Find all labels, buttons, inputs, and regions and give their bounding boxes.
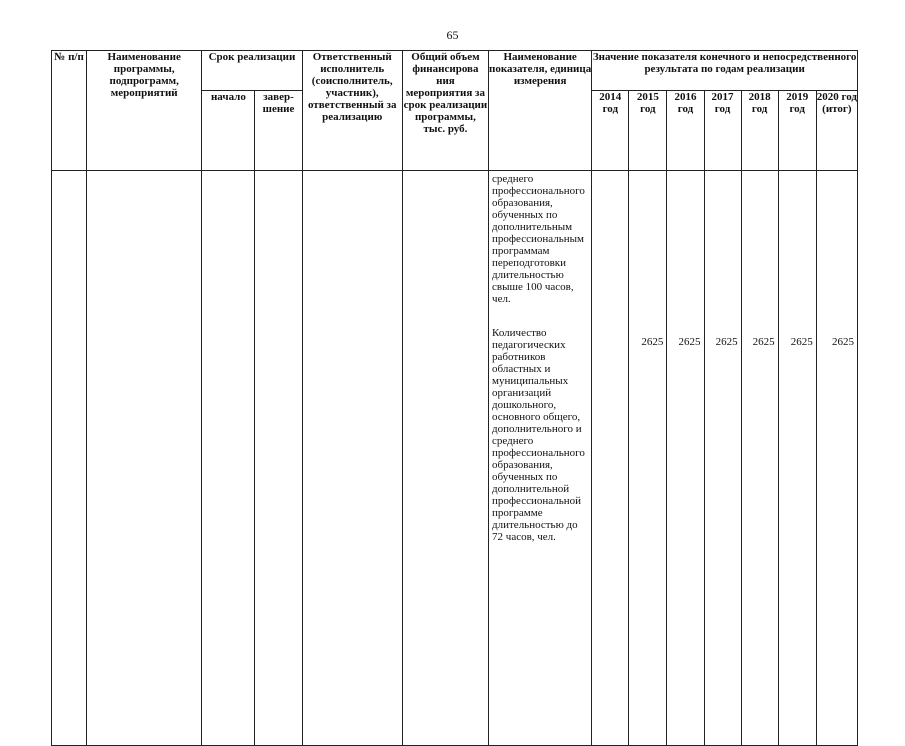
header-indicator: Наименование показателя, единица измерения [489, 51, 592, 171]
header-term: Срок реализации [202, 51, 302, 91]
header-funding: Общий объем финансирова ния мероприятия за срок реализации программы, тыс. руб. [402, 51, 488, 171]
page-number: 65 [446, 28, 459, 42]
indicator-text-teachers-72h: Количество педагогических работников областных и муниципальных организаций дошкольного, основного общего, дополнительного и среднего профессионального образования, обученных по дополнительной профессиональной программе длительностью до 72 часов, чел. [492, 327, 585, 543]
header-year-2019: 2019 год [778, 91, 816, 171]
header-year-2014: 2014 год [592, 91, 629, 171]
indicator-text-continued: среднего профессионального образования, обученных по дополнительным профессиональным программам переподготовки длительностью свыше 100 часов, чел. [492, 173, 585, 305]
header-year-2018: 2018 год [741, 91, 778, 171]
program-table [51, 50, 858, 746]
cell-funding [402, 171, 488, 746]
header-program: Наименование программы, подпрограмм, мероприятий [87, 51, 202, 171]
cell-indicator [489, 171, 592, 746]
header-term-end: завер-шение [255, 91, 302, 171]
header-executor: Ответственный исполнитель (соисполнитель, участник), ответственный за реализацию [302, 51, 402, 171]
header-year-2017: 2017 год [704, 91, 741, 171]
header-values-group: Значение показателя конечного и непосредственного результата по годам реализации [592, 51, 858, 91]
table-row [52, 171, 858, 746]
cell-num [52, 171, 87, 746]
cell-value-2015: 2625 [629, 171, 667, 746]
header-term-start: начало [202, 91, 255, 171]
header-year-2015: 2015 год [629, 91, 667, 171]
cell-value-2014 [592, 171, 629, 746]
header-year-2020: 2020 год (итог) [816, 91, 857, 171]
cell-value-2020: 2625 [816, 171, 857, 746]
cell-term-start [202, 171, 255, 746]
cell-program [87, 171, 202, 746]
cell-value-2018: 2625 [741, 171, 778, 746]
header-num: № п/п [52, 51, 87, 171]
header-year-2016: 2016 год [667, 91, 704, 171]
cell-value-2019: 2625 [778, 171, 816, 746]
cell-term-end [255, 171, 302, 746]
cell-value-2016: 2625 [667, 171, 704, 746]
cell-value-2017: 2625 [704, 171, 741, 746]
cell-executor [302, 171, 402, 746]
